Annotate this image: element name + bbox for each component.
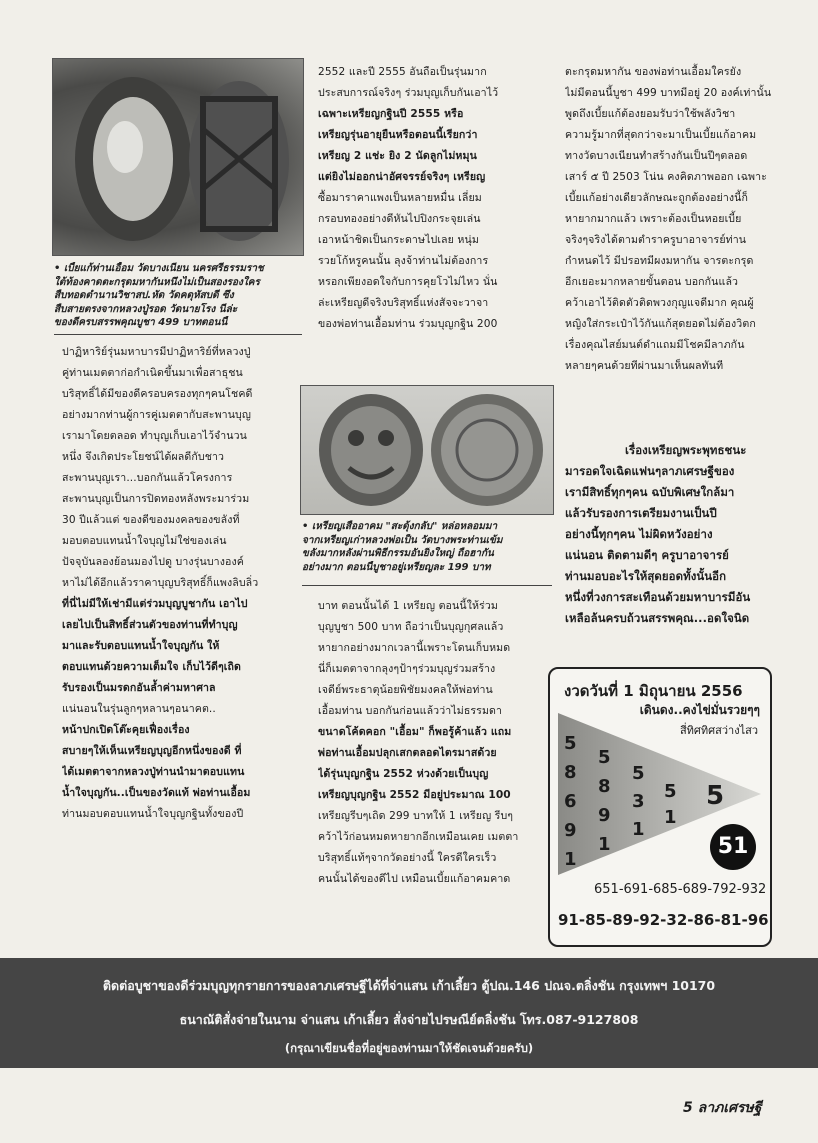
lottery-big-digit: 5 [706, 781, 725, 811]
column-2-line: ล่ะเหรียญดีจริงบริสุทธิ์แห่งสัจจะวาจา [318, 297, 489, 309]
column-2-line: หรอกเพียงอดใจกับการคุยโวไม่ไหว นั่น [318, 276, 498, 288]
column-1-line: มอบตอบแทนน้ำใจบุญไม่ใช่ของเล่น [62, 535, 227, 547]
column-1-line: สบายๆให้เห็นเหรียญบุญอีกหนึ่งของดี ที่ [62, 745, 242, 757]
column-3-line: เรื่องคุณไสย์มนต์ดำแถมมีโชคมีลาภกัน [565, 339, 745, 351]
lottery-title: งวดวันที่ 1 มิถุนายน 2556 [564, 682, 743, 700]
column-2-line: เหรียญรุ่นอายุยืนหรือตอนนี้เรียกว่า [318, 129, 478, 141]
caption-top [54, 262, 304, 330]
lottery-line-2: 91-85-89-92-32-86-81-96 [558, 911, 769, 929]
column-2-line: หายากอย่างมากเวลานี้เพราะโดนเก็บหมด [318, 642, 511, 654]
caption-mid-line: ขลังมากหลังผ่านพิธีกรรมอันยิ่งใหญ่ ถือฮากัน [302, 548, 494, 560]
column-3-bold-line: มารอดใจเฉิดแฟนๆลาภเศรษฐีของ [565, 464, 735, 478]
column-2-line: รวยโก้หรูคนนั้น ลุงจ้าท่านไม่ต้องการ [318, 255, 489, 267]
caption-mid [302, 520, 554, 574]
column-3-line: หลายๆคนด้วยทีผ่านมาเห็นผลทันที [565, 360, 724, 372]
coin-photo [300, 385, 554, 515]
lottery-digit: 1 [564, 849, 577, 870]
caption-mid-line: • เหรียญเสืออาคม "สะดุ้งกลับ" หล่อหลอมมา [302, 521, 498, 532]
caption-top-line: ใต้ท้องคาดตะกรุดมหากันหนึ่งไม่เป็นสองรองใคร [54, 276, 260, 288]
column-1-line: สะพานบุญเรา...บอกกันแล้วโครงการ [62, 472, 233, 484]
column-3-line: ตะกรุดมหากัน ของพ่อท่านเอื้อมใครยัง [565, 66, 742, 78]
lottery-digit: 6 [564, 791, 577, 812]
column-2-line: คว้าไว้ก่อนหมดหายากอีกเหมือนเคย เมตตา [318, 831, 519, 843]
page-number: 5 ลาภเศรษฐี [683, 1100, 762, 1116]
column-1-line: 30 ปีแล้วแต่ ของดีของมงคลของขลังที่ [62, 514, 240, 526]
column-3-bold [565, 440, 780, 629]
lottery-byline: สี่ทิศทิศสว่างไสว [679, 724, 758, 737]
column-3-line: จริงๆจริงได้ตามตำราครูบาอาจารย์ท่าน [565, 234, 747, 246]
column-2-line: 2552 และปี 2555 อันถือเป็นรุ่นมาก [318, 66, 487, 78]
footer-line-2: ธนาณัติสั่งจ่ายในนาม จ่าแสน เก้าเลี้ยว สั่งจ่ายไปรษณีย์ตลิ่งชัน โทร.087-9127808 [179, 1012, 639, 1027]
column-3-bold-line: แน่นอน ติดตามดีๆ ครูบาอาจารย์ [565, 548, 729, 562]
column-3-line: เบี้ยแก้อย่างเดียวลักษณะถูกต้องอย่างนี้ก็ [565, 192, 749, 204]
column-3-bold-line: เหลือล้นครบถ้วนสรรพคุณ...อดใจนิด [565, 611, 750, 625]
column-3-line: ไม่มีตอนนี้บูชา 499 บาทมีอยู่ 20 องค์เท่านั้น [565, 87, 772, 99]
column-3-line: กำหนดไว้ มีปรอทมีผงมหากัน จารตะกรุด [565, 255, 754, 267]
column-2-line: นี่ก็เมตตาจากลุงๆป้าๆร่วมบุญร่วมสร้าง [318, 663, 496, 675]
lottery-digit: 9 [564, 820, 577, 841]
column-2-top [318, 62, 548, 335]
caption-top-line: สืบสายตรงจากหลวงปู่รอด วัดนายโรง นี่ล่ะ [54, 303, 238, 315]
column-1-line: ได้เมตตาจากหลวงปู่ท่านนำมาตอบแทน [62, 766, 245, 778]
column-2-line: เฉพาะเหรียญกฐินปี 2555 หรือ [318, 108, 464, 120]
column-2-line: ได้รุ่นบุญกฐิน 2552 ห่วงด้วยเป็นบุญ [318, 768, 489, 780]
column-1-line: ที่นี่ไม่มีให้เช่ามีแต่ร่วมบุญบูชากัน เอาไป [62, 598, 248, 610]
column-1-line: รับรองเป็นมรดกอันล้ำค่ามหาศาล [62, 682, 216, 694]
column-2-line: ของพ่อท่านเอื้อมท่าน ร่วมบุญกฐิน 200 [318, 318, 498, 330]
footer-line-1: ติดต่อบูชาของดีร่วมบุญทุกรายการของลาภเศรษฐีได้ที่จ่าแสน เก้าเลี้ยว ตู้ปณ.146 ปณจ.ตลิ่งชัน กรุงเทพฯ 10170 [102, 978, 716, 993]
column-3-line: ความรู้มากที่สุดกว่าจะมาเป็นเบี้ยแก้อาคม [565, 129, 757, 141]
lottery-digit: 1 [598, 834, 611, 855]
column-3-bold-line: เรื่องเหรียญพระพุทธชนะ [625, 443, 747, 457]
column-3-bold-line: ท่านมอบอะไรให้สุดยอดทั้งนั้นอีก [565, 569, 727, 583]
column-1-line: หนึ่ง จึงเกิดประโยชน์ได้ผลดีกับชาว [62, 451, 225, 463]
column-2-line: กรอบทองอย่างดีหันไปปิงกระจุยเล่น [318, 213, 481, 225]
caption-mid-divider [302, 585, 552, 586]
lottery-digit: 5 [632, 763, 645, 784]
column-2-line: แต่ยิงไม่ออกน่าอัศจรรย์จริงๆ เหรียญ [318, 171, 486, 183]
column-3-line: อีกเยอะมากหลายขั้นตอน บอกกันแล้ว [565, 276, 739, 288]
caption-top-line: ของดีครบสรรพคุณบูชา 499 บาทตอนนี้ [54, 317, 228, 329]
caption-top-line: • เบี้ยแก้ท่านเอื้อม วัดบางเนียน นครศรีธรรมราช [54, 263, 264, 274]
lottery-digit: 5 [664, 781, 677, 802]
column-3-bold-line: แล้วรับรองการเตรียมงานเป็นปี [565, 506, 717, 520]
lottery-digit: 5 [564, 733, 577, 754]
column-1-line: ตอบแทนด้วยความเต็มใจ เก็บไว้ดีๆเถิด [62, 661, 241, 673]
column-3-line: คว้าเอาไว้ติดตัวติดพวงกุญแจดีมาก คุณผู้ [565, 297, 754, 309]
column-2-line: ประสบการณ์จริงๆ ร่วมบุญเก็บกันเอาไว้ [318, 87, 499, 99]
column-3-line: พูดถึงเบี้ยแก้ต้องยอมรับว่าใช้พลังวิชา [565, 108, 736, 120]
column-2-line: เหรียญบุญกฐิน 2552 มีอยู่ประมาณ 100 [318, 789, 511, 801]
column-3 [565, 62, 780, 377]
column-1-line: อย่างมากท่านผู้การคู่เมตตากับสะพานบุญ [62, 409, 251, 421]
column-2-line: พ่อท่านเอื้อมปลุกเสกตลอดไตรมาสด้วย [318, 747, 497, 759]
lottery-digit: 1 [632, 819, 645, 840]
column-1-line: หาไม่ได้อีกแล้วราคาบุญบริสุทธิ์ก็แพงลิบลิ่ว [62, 577, 259, 589]
column-1-line: ปัจจุบันลองย้อนมองไปดู บางรุ่นบางองค์ [62, 556, 244, 568]
column-2-line: ขนาดโค้ดคอก "เอื้อม" ก็พอรู้ค้าแล้ว แถม [318, 726, 512, 738]
column-1-line: เลยไปเป็นสิทธิ์ส่วนตัวของท่านที่ทำบุญ [62, 619, 238, 631]
column-2-line: เจดีย์พระธาตุน้อยพิชัยมงคลให้พ่อท่าน [318, 684, 493, 696]
lottery-box [548, 667, 772, 947]
column-1-line: น้ำใจบุญกัน..เป็นของวัดแท้ พ่อท่านเอื้อม [62, 787, 251, 799]
caption-divider [54, 334, 302, 335]
amulet-photo [52, 58, 304, 256]
column-3-line: หายากมากแล้ว เพราะต้องเป็นหอยเบี้ย [565, 213, 742, 225]
lottery-circle-number: 51 [710, 824, 756, 870]
column-3-bold-line: เรามีสิทธิ์ทุกๆคน ฉบับพิเศษใกล้มา [565, 485, 735, 499]
contact-footer [0, 958, 818, 1068]
column-1-line: สะพานบุญเป็นการปิดทองหลังพระมาร่วม [62, 493, 250, 505]
lottery-digit: 5 [598, 747, 611, 768]
coin-photo-drawing [301, 386, 553, 514]
column-1-line: มาและรับตอบแทนน้ำใจบุญกัน ให้ [62, 640, 220, 652]
column-1-line: ท่านมอบตอบแทนน้ำใจบุญกฐินทั้งของปี [62, 808, 244, 820]
lottery-digit: 1 [664, 807, 677, 828]
caption-mid-line: อย่างมาก ตอนนี้บูชาอยู่เหรียญละ 199 บาท [302, 561, 491, 573]
column-2-line: บุญบูชา 500 บาท ถือว่าเป็นบุญกุศลแล้ว [318, 621, 504, 633]
lottery-digit: 9 [598, 805, 611, 826]
column-3-bold-line: หนึ่งที่วงการสะเทือนด้วยมหาบารมีอัน [565, 590, 751, 604]
caption-mid-line: จากเหรียญเก่าหลวงพ่อเป็น วัดบางพระท่านเข้ม [302, 534, 503, 546]
lottery-line-1: 651-691-685-689-792-932 [594, 882, 767, 897]
column-1-line: แน่นอนในรุ่นลูกๆหลานๆอนาคต.. [62, 703, 216, 715]
column-3-line: เสาร์ ๕ ปี 2503 โน่น คงคิดภาพออก เฉพาะ [565, 171, 767, 183]
amulet-photo-drawing [53, 59, 303, 255]
column-3-line: ทางวัดบางเนียนทำสร้างกันเป็นปีๆตลอด [565, 150, 748, 162]
column-2-bottom [318, 596, 548, 890]
column-3-line: หญิงใส่กระเป๋าไว้กันแก้สุดยอดไม่ต้องวิตก [565, 318, 756, 330]
column-2-line: เหรียญ 2 แช่ะ ยิง 2 นัดลูกไม่หมุน [318, 150, 477, 162]
footer-line-3: (กรุณาเขียนชื่อที่อยู่ของท่านมาให้ชัดเจนด้วยครับ) [284, 1041, 534, 1055]
lottery-digit: 8 [598, 776, 611, 797]
column-2-line: เอื้อมท่าน บอกกันก่อนแล้วว่าไม่ธรรมดา [318, 705, 503, 717]
column-2-line: คนนั้นได้ของดีไป เหมือนเบี้ยแก้อาคมคาด [318, 873, 511, 885]
lottery-digit: 3 [632, 791, 645, 812]
lottery-digit: 8 [564, 762, 577, 783]
column-1-line: คู่ท่านเมตตาก่อกำเนิดขึ้นมาเพื่อสาธุชน [62, 367, 243, 379]
column-1-line: หน้าปกเปิดโต๊ะคุยเฟื่องเรื่อง [62, 724, 190, 736]
column-1 [62, 342, 302, 825]
caption-top-line: สืบทอดตำนานวิชาสป.หัด วัดคดุหัสบดี ซึ่ง [54, 290, 234, 302]
column-2-line: เหรียญรีบๆเถิด 299 บาทให้ 1 เหรียญ รีบๆ [318, 810, 514, 822]
column-2-line: เอาหน้าชิดเป็นกระดาษไปเลย หนุ่ม [318, 234, 479, 246]
column-1-line: ปาฏิหาริย์รุ่นมหาบารมีปาฏิหาริย์ที่หลวงปู่ [62, 346, 251, 358]
column-2-line: บาท ตอนนั้นได้ 1 เหรียญ ตอนนี้ให้ร่วม [318, 600, 498, 612]
column-2-line: ซื้อมาราคาแพงเป็นหลายหมื่น เลี่ยม [318, 192, 482, 204]
column-3-bold-line: อย่างนี้ทุกๆคน ไม่ผิดหวังอย่าง [565, 527, 713, 541]
column-2-line: บริสุทธิ์แท้ๆจากวัดอย่างนี้ ใครดีใครเร็ว [318, 852, 497, 864]
column-1-line: บริสุทธิ์ได้มีของดีครอบครองทุกๆคนโชคดี [62, 388, 253, 400]
column-1-line: เรามาโดยตลอด ทำบุญเก็บเอาไว้จำนวน [62, 430, 247, 442]
lottery-subtitle: เดินดง..คงไข่มั่นรวยๆๆ [639, 703, 760, 717]
